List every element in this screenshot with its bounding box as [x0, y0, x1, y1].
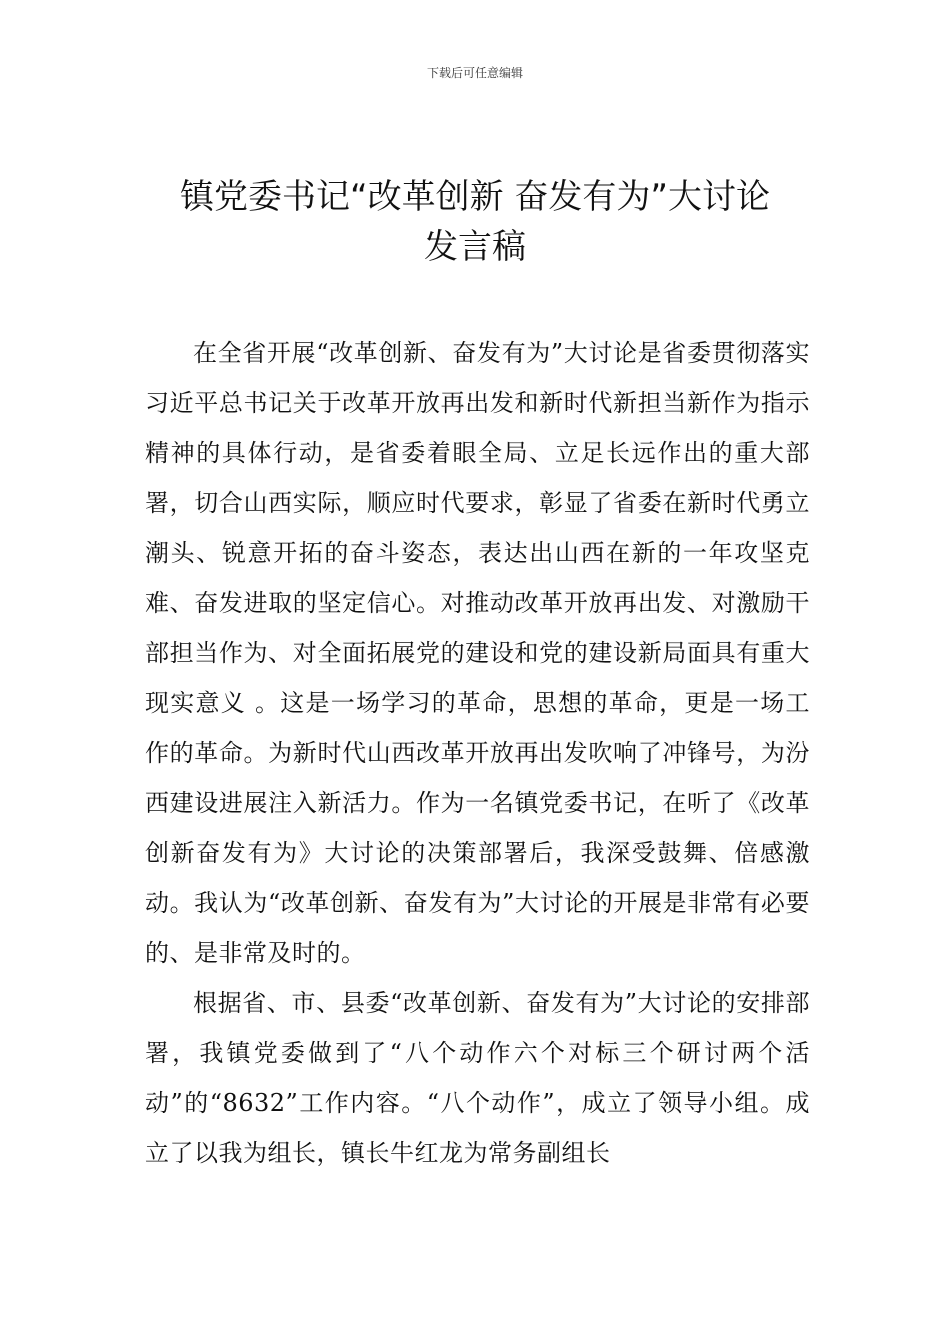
- title-line-2: 发言稿: [424, 227, 526, 267]
- paragraph: 根据省、市、县委“改革创新、奋发有为”大讨论的安排部署，我镇党委做到了“八个动作六个对标三个研讨两个活动”的“8632”工作内容。“八个动作”，成立了领导小组。成立了以我为组长，镇长牛红龙为常务副组长: [145, 989, 810, 1167]
- document-title: [120, 172, 830, 272]
- title-line-1: 镇党委书记“改革创新 奋发有为”大讨论: [179, 177, 771, 217]
- download-note: 下载后可任意编辑: [426, 66, 523, 80]
- paragraph: 在全省开展“改革创新、奋发有为”大讨论是省委贯彻落实习近平总书记关于改革开放再出发和新时代新担当新作为指示精神的具体行动，是省委着眼全局、立足长远作出的重大部署，切合山西实际，顺应时代要求，彰显了省委在新时代勇立潮头、锐意开拓的奋斗姿态，表达出山西在新的一年攻坚克难、奋发进取的坚定信心。对推动改革开放再出发、对激励干部担当作为、对全面拓展党的建设和党的建设新局面具有重大现实意义 。这是一场学习的革命，思想的革命，更是一场工作的革命。为新时代山西改革开放再出发吹响了冲锋号，为汾西建设进展注入新活力。作为一名镇党委书记，在听了《改革创新奋发有为》大讨论的决策部署后，我深受鼓舞、倍感激动。我认为“改革创新、奋发有为”大讨论的开展是非常有必要的、是非常及时的。: [145, 339, 810, 967]
- document-body: [145, 328, 810, 1178]
